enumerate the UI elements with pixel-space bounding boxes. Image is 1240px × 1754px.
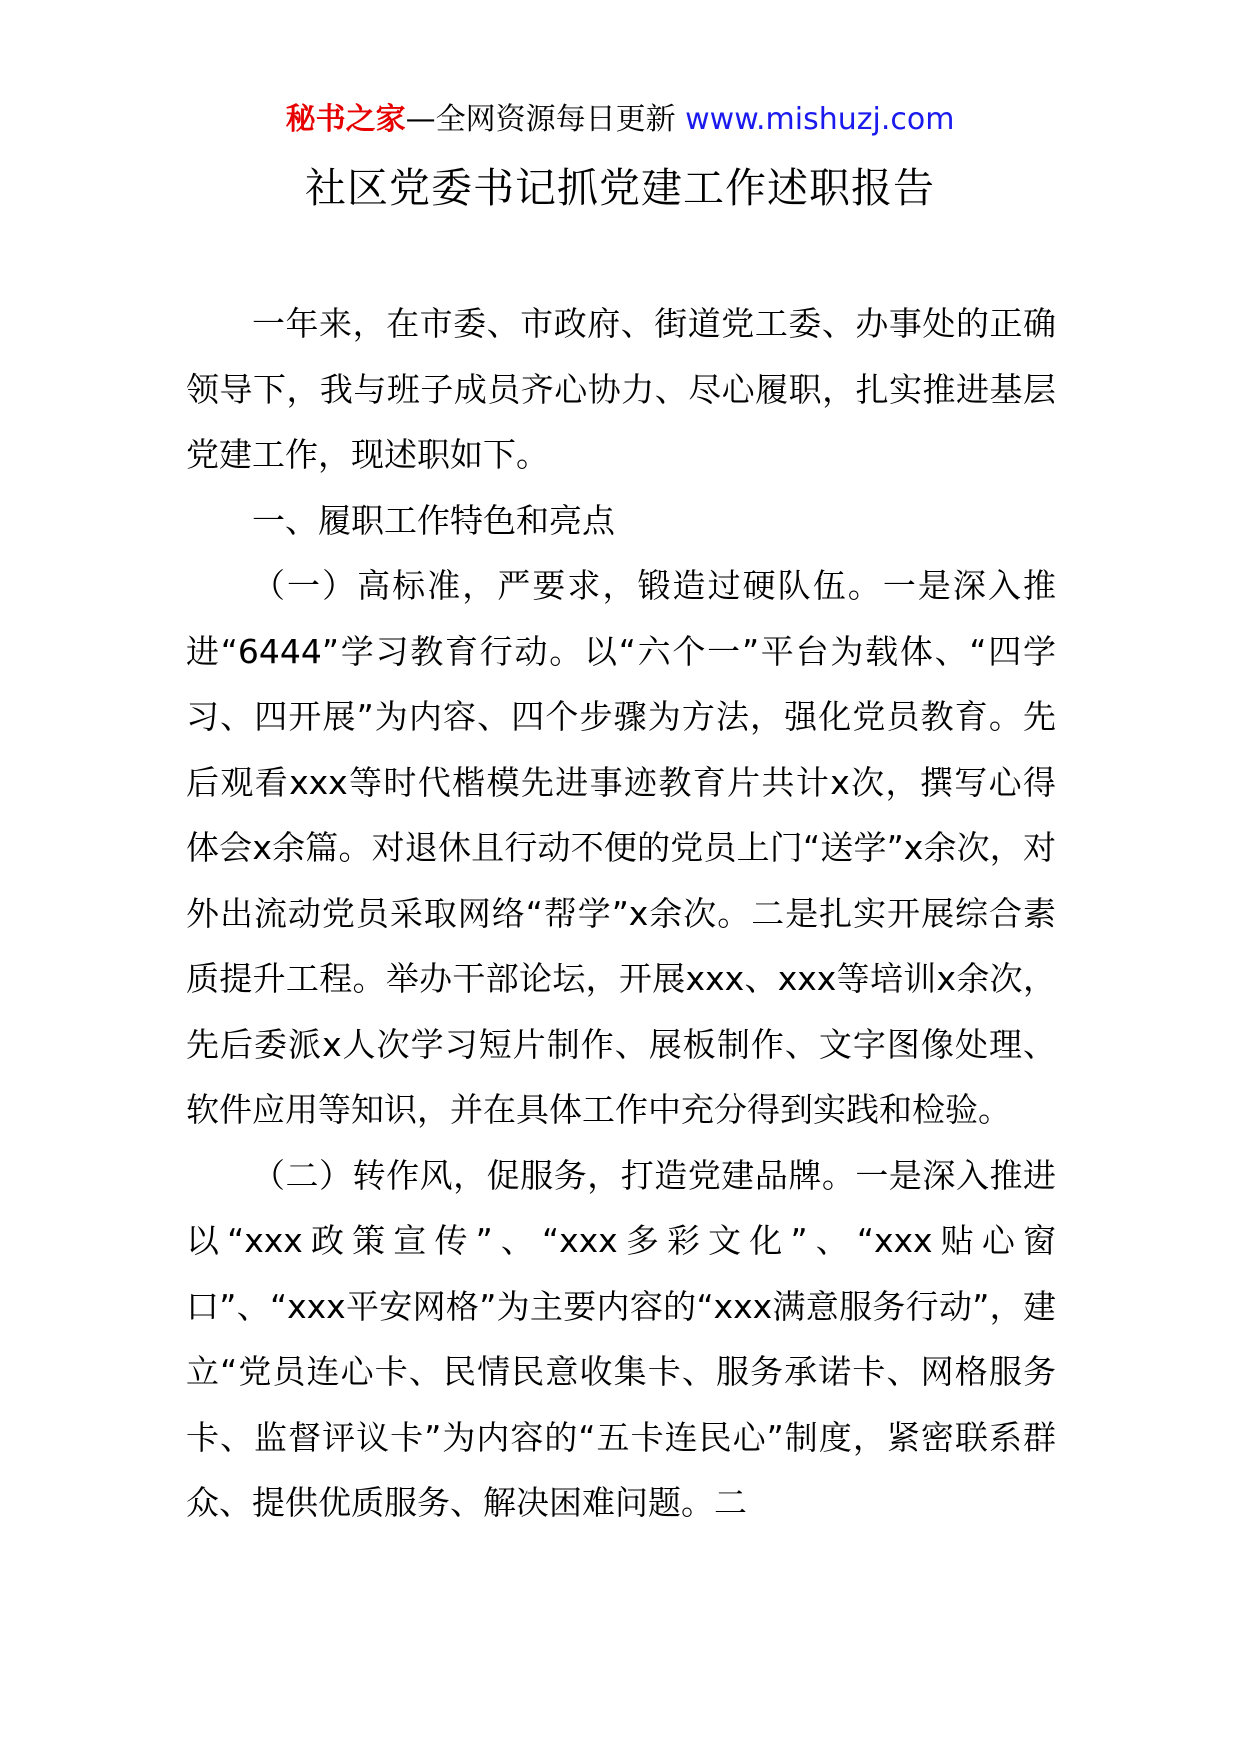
document-title: 社区党委书记抓党建工作述职报告: [305, 164, 935, 212]
document-body: [186, 291, 1056, 1536]
body-paragraph: （二）转作风，促服务，打造党建品牌。一是深入推进以“xxx政策宣传”、“xxx多彩文化”、“xxx贴心窗口”、“xxx平安网格”为主要内容的“xxx满意服务行动”，建立“党员连心卡、民情民意收集卡、服务承诺卡、网格服务卡、监督评议卡”为内容的“五卡连民心”制度，紧密联系群众、提供优质服务、解决困难问题。二: [186, 1155, 1056, 1522]
body-paragraph: （一）高标准，严要求，锻造过硬队伍。一是深入推进“6444”学习教育行动。以“六个一”平台为载体、“四学习、四开展”为内容、四个步骤为方法，强化党员教育。先后观看xxx等时代楷模先进事迹教育片共计x次，撰写心得体会x余篇。对退休且行动不便的党员上门“送学”x余次，对外出流动党员采取网络“帮学”x余次。二是扎实开展综合素质提升工程。举办干部论坛，开展xxx、xxx等培训x余次，先后委派x人次学习短片制作、展板制作、文字图像处理、软件应用等知识，并在具体工作中充分得到实践和检验。: [186, 566, 1056, 1129]
site-url-link[interactable]: www.mishuzj.com: [685, 102, 955, 137]
intro-paragraph: 一年来，在市委、市政府、街道党工委、办事处的正确领导下，我与班子成员齐心协力、尽心履职，扎实推进基层党建工作，现述职如下。: [186, 304, 1056, 474]
header-slogan: —全网资源每日更新: [405, 102, 676, 137]
brand-name: 秘书之家: [285, 102, 406, 137]
section-heading: 一、履职工作特色和亮点: [252, 500, 615, 540]
site-header: [0, 98, 1240, 142]
